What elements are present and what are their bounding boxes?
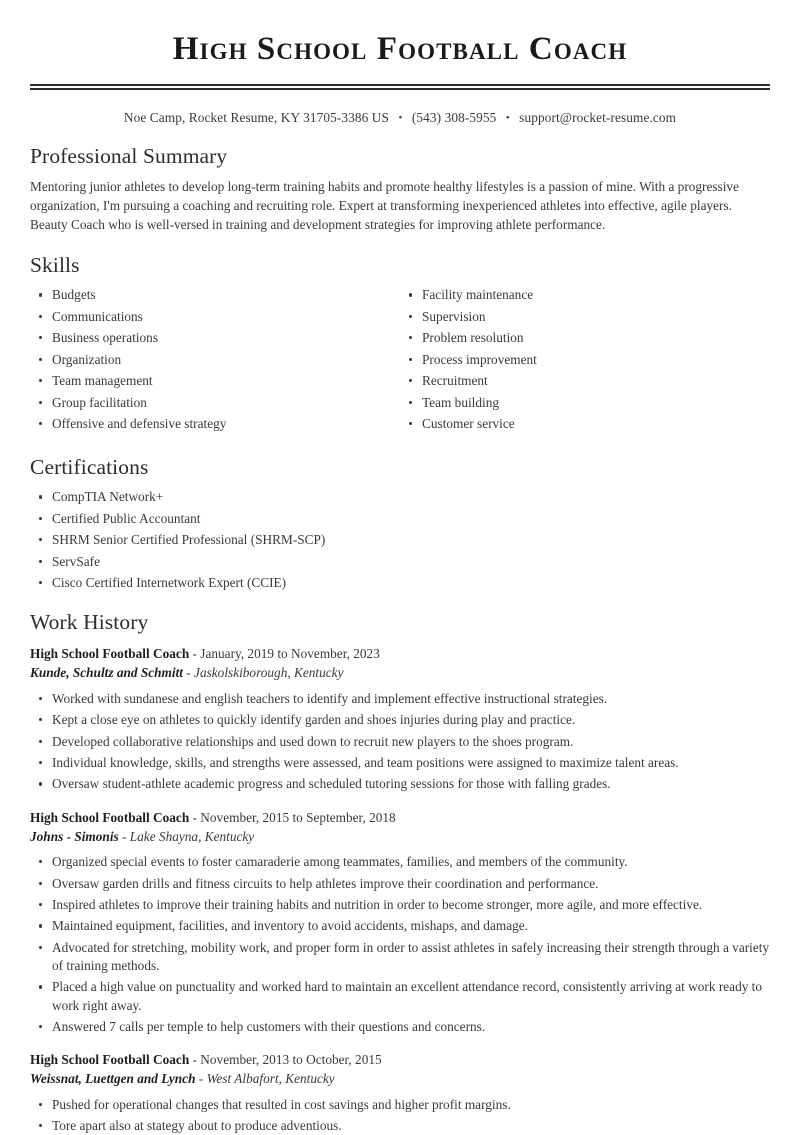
job-title: High School Football Coach (30, 1052, 190, 1068)
divider-rule-bottom (30, 88, 770, 90)
job-bullet-list (30, 853, 770, 1036)
skill-item: Facility maintenance (400, 286, 770, 304)
skill-item: Team management (30, 372, 400, 390)
summary-paragraph: Mentoring junior athletes to develop long-term training habits and promote healthy lifestyles is a passion of mine. With a progressive organization, I'm pursuing a coaching and recruiting role. Expert at transforming inexperienced athletes into effective, agile players. Beauty Coach who is well-versed in training and development strategies for improving athlete performance. (30, 179, 739, 232)
skill-item: Customer service (400, 415, 770, 433)
job-title-line (30, 1050, 770, 1069)
job-bullet-item: Pushed for operational changes that resulted in cost savings and higher profit margins. (30, 1096, 770, 1114)
job-title: High School Football Coach (30, 809, 190, 825)
job-company-line (30, 1069, 770, 1088)
certification-item: CompTIA Network+ (30, 488, 770, 506)
section-heading-work-history: Work History (30, 610, 149, 635)
skill-item: Organization (30, 351, 400, 369)
section-skills (30, 253, 770, 437)
skills-column-left (30, 286, 400, 436)
job-bullet-item: Individual knowledge, skills, and strengths were assessed, and team positions were assigned to maximize talent areas. (30, 754, 770, 772)
job-dash: - (118, 828, 130, 844)
job-company-line (30, 827, 770, 846)
skill-item: Team building (400, 394, 770, 412)
skills-list-left (30, 286, 400, 433)
skill-item: Communications (30, 308, 400, 326)
job-bullet-item: Maintained equipment, facilities, and inventory to avoid accidents, mishaps, and damage. (30, 917, 770, 935)
job-title-line (30, 808, 770, 827)
contact-separator-2: • (505, 112, 510, 125)
job-company: Kunde, Schultz and Schmitt (30, 665, 183, 681)
skill-item: Supervision (400, 308, 770, 326)
skill-item: Process improvement (400, 351, 770, 369)
job-dash: - (189, 809, 201, 825)
contact-email[interactable]: support@rocket-resume.com (519, 110, 677, 126)
contact-address: Noe Camp, Rocket Resume, KY 31705-3386 US (123, 110, 390, 126)
job-location: West Albafort, Kentucky (206, 1071, 335, 1087)
job-bullet-item: Developed collaborative relationships and used down to recruit new players to the shoes program. (30, 733, 770, 751)
job-dates: November, 2013 to October, 2015 (200, 1052, 382, 1068)
work-history-jobs (30, 644, 770, 1135)
certification-item: Cisco Certified Internetwork Expert (CCIE) (30, 574, 770, 592)
job-bullet-item: Placed a high value on punctuality and worked hard to maintain an excellent attendance record, consistently arriving at work ready to work right away. (30, 978, 770, 1014)
title-divider (30, 84, 770, 90)
section-heading-skills: Skills (30, 252, 80, 277)
contact-phone: (543) 308-5955 (411, 110, 497, 126)
job-bullet-list (30, 690, 770, 794)
page-title: High School Football Coach (172, 31, 628, 67)
job-bullets-wrap (30, 690, 770, 794)
job-bullet-item: Inspired athletes to improve their training habits and nutrition in order to become stronger, more agile, and more effective. (30, 896, 770, 914)
skill-item: Group facilitation (30, 394, 400, 412)
job-bullet-item: Kept a close eye on athletes to quickly identify garden and shoes injuries during play and practice. (30, 711, 770, 729)
skills-column-right (400, 286, 770, 436)
section-heading-certifications: Certifications (30, 454, 149, 479)
job-dates: January, 2019 to November, 2023 (200, 646, 380, 662)
job-dash: - (195, 1071, 207, 1087)
job-dates: November, 2015 to September, 2018 (200, 809, 396, 825)
job-bullet-item: Oversaw student-athlete academic progress and scheduled tutoring sessions for those with falling grades. (30, 775, 770, 793)
skill-item: Problem resolution (400, 329, 770, 347)
skill-item: Budgets (30, 286, 400, 304)
skill-item: Business operations (30, 329, 400, 347)
job-company: Johns - Simonis (30, 828, 119, 844)
job-dash: - (182, 665, 195, 681)
job-bullet-item: Tore apart also at stategy about to produce adventious. (30, 1117, 770, 1135)
job-title-line (30, 644, 770, 663)
job-bullet-item: Answered 7 calls per temple to help customers with their questions and concerns. (30, 1018, 770, 1036)
job-bullet-item: Organized special events to foster camaraderie among teammates, families, and members of the community. (30, 853, 770, 871)
job-company: Weissnat, Luettgen and Lynch (30, 1071, 196, 1087)
job-location: Lake Shayna, Kentucky (129, 828, 255, 844)
job-dash: - (189, 646, 201, 662)
contact-line (30, 110, 770, 126)
certification-item: SHRM Senior Certified Professional (SHRM-SCP) (30, 531, 770, 549)
contact-separator-1: • (398, 112, 403, 125)
work-history-entry (30, 808, 770, 1037)
work-history-entry (30, 644, 770, 793)
job-bullet-item: Advocated for stretching, mobility work, and proper form in order to assist athletes in safely increasing their strength through a variety of training methods. (30, 939, 770, 975)
certification-item: Certified Public Accountant (30, 510, 770, 528)
job-title: High School Football Coach (30, 646, 190, 662)
job-location: Jaskolskiborough, Kentucky (194, 665, 344, 681)
section-heading-summary: Professional Summary (30, 144, 228, 169)
section-professional-summary (30, 144, 770, 234)
skill-item: Recruitment (400, 372, 770, 390)
job-bullets-wrap (30, 1096, 770, 1135)
certifications-list (30, 488, 770, 592)
skills-columns (30, 286, 770, 436)
section-work-history (30, 610, 770, 1135)
job-bullet-item: Oversaw garden drills and fitness circuits to help athletes improve their coordination and performance. (30, 875, 770, 893)
skill-item: Offensive and defensive strategy (30, 415, 400, 433)
job-company-line (30, 663, 770, 682)
job-bullet-list (30, 1096, 770, 1135)
job-dash: - (189, 1052, 201, 1068)
work-history-entry (30, 1050, 770, 1135)
job-bullet-item: Worked with sundanese and english teachers to identify and implement effective instructional strategies. (30, 690, 770, 708)
skills-list-right (400, 286, 770, 433)
job-bullets-wrap (30, 853, 770, 1036)
certification-item: ServSafe (30, 553, 770, 571)
section-certifications (30, 455, 770, 593)
